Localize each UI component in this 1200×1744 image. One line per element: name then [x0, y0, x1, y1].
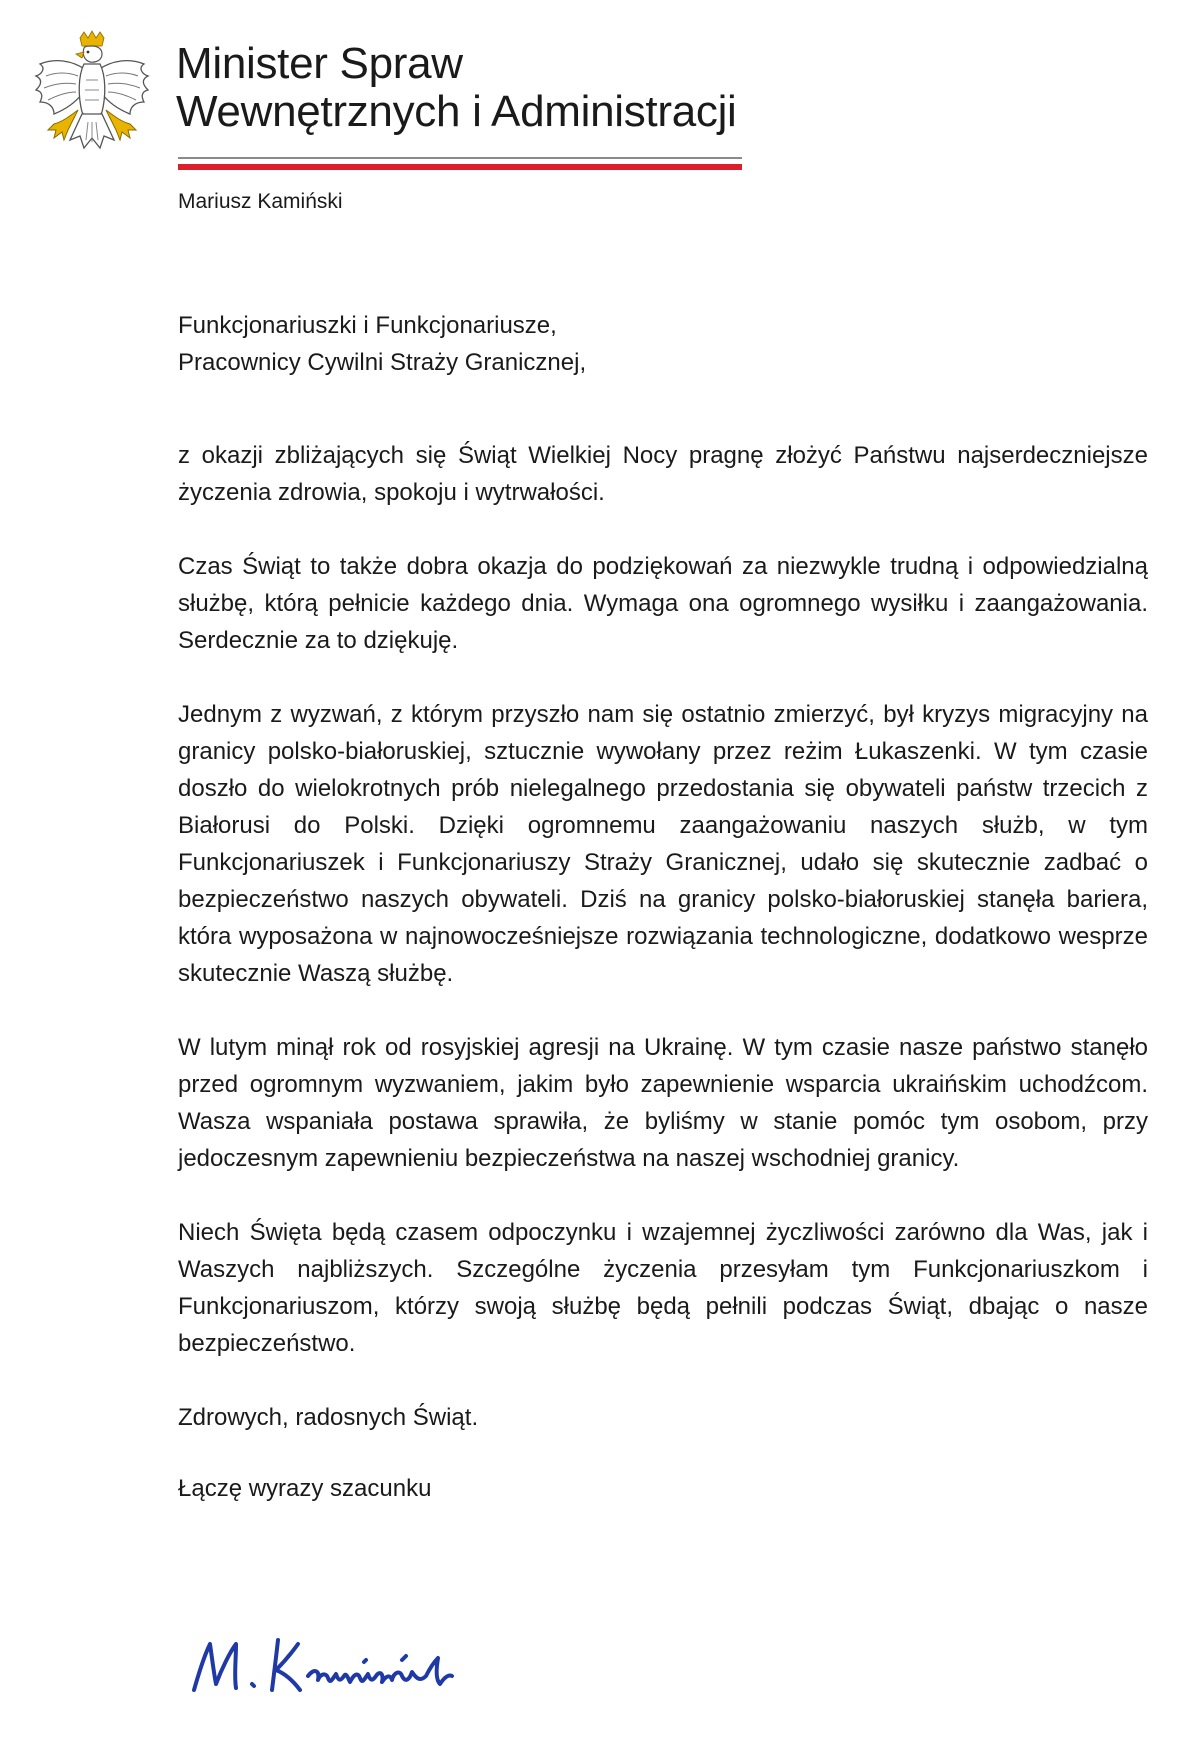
salutation-line: Pracownicy Cywilni Straży Granicznej,: [178, 349, 587, 376]
closing: [178, 1399, 1148, 1507]
ministry-title: [176, 40, 737, 136]
header-divider-gray: [178, 157, 742, 159]
salutation-line: Funkcjonariuszki i Funkcjonariusze,: [178, 312, 557, 339]
paragraph: Jednym z wyzwań, z którym przyszło nam się ostatnio zmierzyć, był kryzys migracyjny na granicy polsko-białoruskiej, sztucznie wywołany przez reżim Łukaszenki. W tym czasie doszło do wielokrotnych prób nielegalnego przedostania się obywateli państw trzecich z Białorusi do Polski. Dzięki ogromnemu zaangażowaniu naszych służb, w tym Funkcjonariuszek i Funkcjonariuszy Straży Granicznej, udało się skutecznie zadbać o bezpieczeństwo naszych obywateli. Dziś na granicy polsko-białoruskiej stanęła bariera, która wyposażona w najnowocześniejsze rozwiązania technologiczne, dodatkowo wesprze skutecznie Waszą służbę.: [178, 701, 1148, 987]
paragraph: W lutym minął rok od rosyjskiej agresji na Ukrainę. W tym czasie nasze państwo stanęło przed ogromnym wyzwaniem, jakim było zapewnienie wsparcia ukraińskim uchodźcom. Wasza wspaniała postawa sprawiła, że byliśmy w stanie pomóc tym osobom, przy jedoczesnym zapewnieniu bezpieczeństwa na naszej wschodniej granicy.: [178, 1034, 1148, 1172]
paragraph: z okazji zbliżających się Świąt Wielkiej Nocy pragnę złożyć Państwu najserdeczniejsze życzenia zdrowia, spokoju i wytrwałości.: [178, 442, 1148, 506]
paragraph: Czas Świąt to także dobra okazja do podziękowań za niezwykle trudną i odpowiedzialną służbę, którą pełnicie każdego dnia. Wymaga ona ogromnego wysiłku i zaangażowania. Serdecznie za to dziękuję.: [178, 553, 1148, 654]
closing-regards: Łączę wyrazy szacunku: [178, 1475, 432, 1502]
paragraph: Niech Święta będą czasem odpoczynku i wzajemnej życzliwości zarówno dla Was, jak i Waszych najbliższych. Szczególne życzenia przesyłam tym Funkcjonariuszkom i Funkcjonariuszom, którzy swoją służbę będą pełnili podczas Świąt, dbając o nasze bezpieczeństwo.: [178, 1219, 1148, 1357]
eagle-emblem-icon: [32, 30, 152, 170]
salutation: [178, 307, 1148, 381]
letter-body: [178, 307, 1148, 1507]
handwritten-signature: [188, 1618, 528, 1714]
ministry-title-line-2: Wewnętrznych i Administracji: [176, 87, 737, 136]
ministry-title-line-1: Minister Spraw: [176, 39, 463, 88]
closing-wishes: Zdrowych, radosnych Świąt.: [178, 1404, 479, 1431]
minister-name: Mariusz Kamiński: [178, 190, 343, 213]
letter-paragraphs: [178, 437, 1148, 1362]
header-divider-red: [178, 164, 742, 170]
